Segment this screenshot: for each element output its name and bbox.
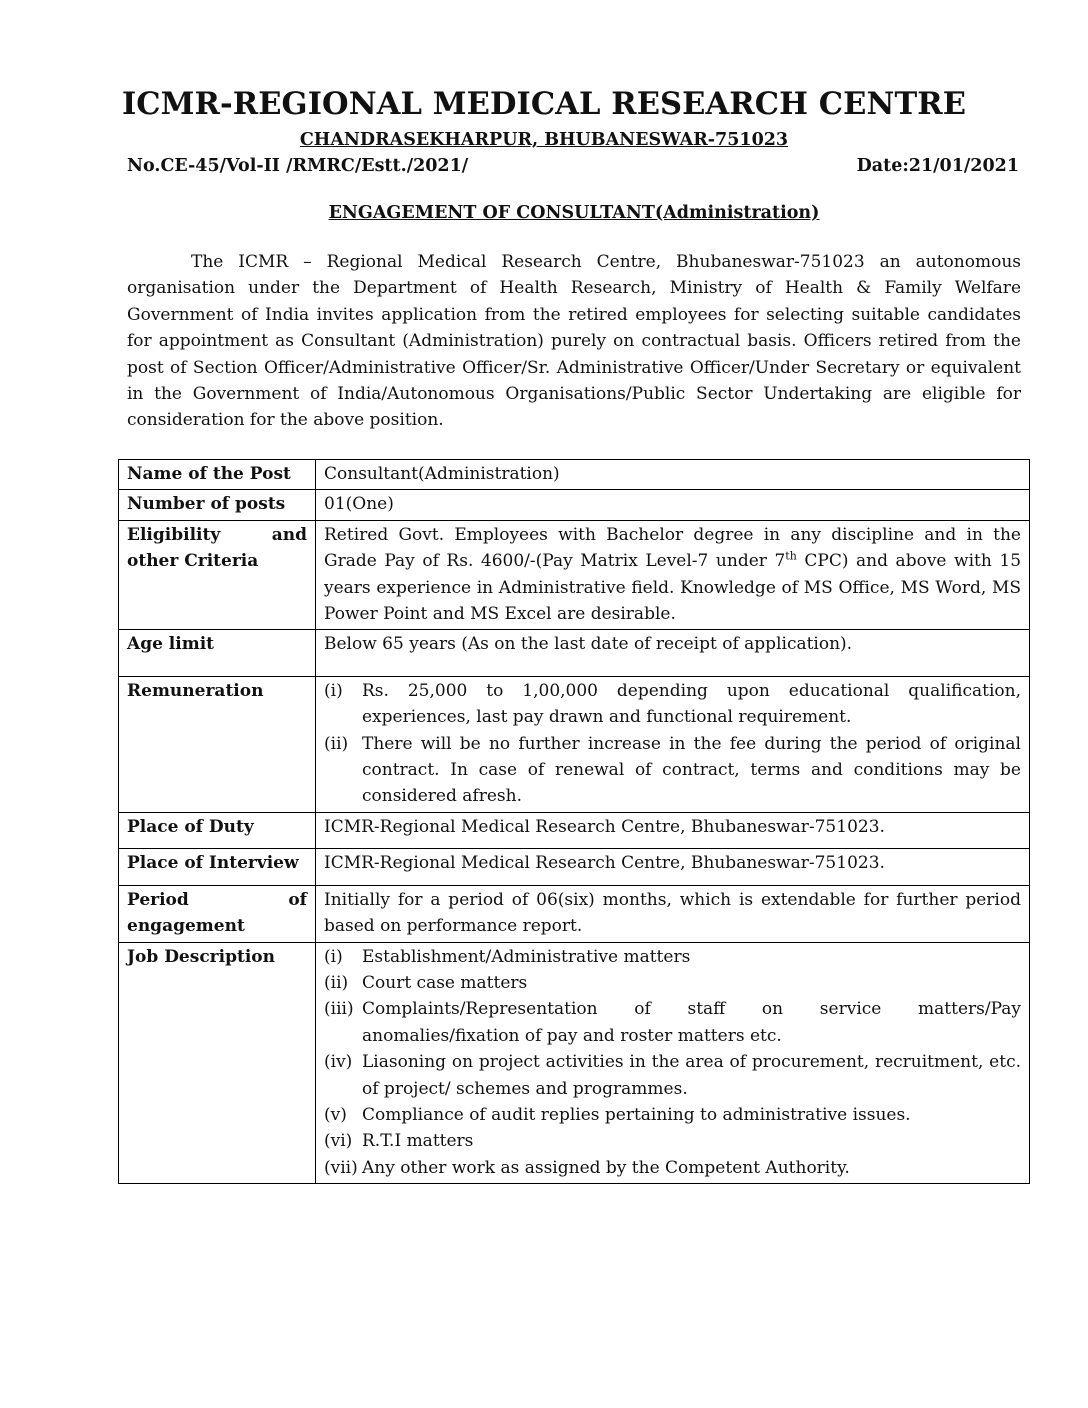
list-item	[324, 731, 1021, 810]
row-label: Job Description	[119, 942, 316, 1184]
row-value: Consultant(Administration)	[316, 460, 1030, 490]
address-line: CHANDRASEKHARPUR, BHUBANESWAR-751023	[299, 130, 789, 150]
list-marker: (ii)	[324, 733, 349, 754]
list-marker: (iv)	[324, 1052, 353, 1073]
list-text: Rs. 25,000 to 1,00,000 depending upon educational qualification, experiences, last pay drawn and functional requirement.	[362, 680, 1021, 728]
row-value	[316, 942, 1030, 1184]
list-marker: (vii)	[324, 1157, 358, 1178]
list-text: Liasoning on project activities in the area of procurement, recruitment, etc. of project/ schemes and programmes.	[362, 1052, 1021, 1099]
row-label: Place of Duty	[119, 812, 316, 848]
row-label: Remuneration	[119, 676, 316, 812]
eligibility-text-b: CPC) and above with 15 years experience in Administrative field. Knowledge of MS Office, MS Word, MS Power Point and MS Excel are desirable.	[324, 551, 1022, 625]
eligibility-superscript: th	[785, 549, 797, 563]
table-row	[119, 460, 1030, 490]
list-item	[324, 944, 1021, 970]
table-row	[119, 942, 1030, 1184]
table-row	[119, 630, 1030, 676]
details-table	[118, 459, 1030, 1184]
table-row	[119, 676, 1030, 812]
list-text: Compliance of audit replies pertaining to administrative issues.	[362, 1104, 911, 1125]
list-marker: (v)	[324, 1104, 347, 1125]
row-label: Place of Interview	[119, 849, 316, 885]
intro-paragraph: The ICMR – Regional Medical Research Centre, Bhubaneswar-751023 an autonomous organisation under the Department of Health Research, Ministry of Health & Family Welfare Government of India invites application from the retired employees for selecting suitable candidates for appointment as Consultant (Administration) purely on contractual basis. Officers retired from the post of Section Officer/Administrative Officer/Sr. Administrative Officer/Under Secretary or equivalent in the Government of India/Autonomous Organisations/Public Sector Undertaking are eligible for consideration for the above position.	[127, 252, 1021, 431]
row-value: Initially for a period of 06(six) months, which is extendable for further period based on performance report.	[316, 885, 1030, 942]
eligibility-text-a: Retired Govt. Employees with Bachelor degree in any discipline and in the Grade Pay of Rs. 4600/-(Pay Matrix Level-7 under 7	[324, 524, 1021, 572]
table-row	[119, 849, 1030, 885]
list-text: Complaints/Representation of staff on service matters/Pay anomalies/fixation of pay and roster matters etc.	[362, 999, 1021, 1046]
row-value: Below 65 years (As on the last date of receipt of application).	[316, 630, 1030, 676]
list-text: Establishment/Administrative matters	[362, 946, 691, 967]
list-item	[324, 1155, 1021, 1181]
list-marker: (ii)	[324, 972, 349, 993]
table-row	[119, 490, 1030, 520]
list-item	[324, 1102, 1021, 1128]
list-item	[324, 996, 1021, 1049]
remuneration-list	[324, 678, 1021, 810]
list-text: R.T.I matters	[362, 1131, 474, 1152]
row-value: ICMR-Regional Medical Research Centre, Bhubaneswar-751023.	[316, 812, 1030, 848]
job-description-list	[324, 944, 1021, 1182]
list-text: There will be no further increase in the fee during the period of original contract. In case of renewal of contract, terms and conditions may be considered afresh.	[362, 733, 1021, 807]
list-marker: (iii)	[324, 999, 354, 1020]
row-value: 01(One)	[316, 490, 1030, 520]
list-item	[324, 1128, 1021, 1154]
row-label: Number of posts	[119, 490, 316, 520]
list-text: Court case matters	[362, 972, 528, 993]
row-label: Age limit	[119, 630, 316, 676]
list-marker: (i)	[324, 680, 343, 701]
row-value: ICMR-Regional Medical Research Centre, Bhubaneswar-751023.	[316, 849, 1030, 885]
document-date: Date:21/01/2021	[856, 156, 1019, 176]
list-item	[324, 1049, 1021, 1102]
table-row	[119, 885, 1030, 942]
list-text: Any other work as assigned by the Competent Authority.	[362, 1157, 850, 1178]
table-row	[119, 520, 1030, 630]
list-item	[324, 970, 1021, 996]
list-item	[324, 678, 1021, 731]
reference-number: No.CE-45/Vol-II /RMRC/Estt./2021/	[127, 156, 469, 176]
row-label: Period of engagement	[119, 885, 316, 942]
page-title: ICMR-REGIONAL MEDICAL RESEARCH CENTRE	[121, 86, 967, 122]
list-marker: (i)	[324, 946, 343, 967]
row-value	[316, 676, 1030, 812]
list-marker: (vi)	[324, 1131, 353, 1152]
subject-heading: ENGAGEMENT OF CONSULTANT(Administration)	[328, 203, 820, 223]
row-label: Name of the Post	[119, 460, 316, 490]
table-row	[119, 812, 1030, 848]
row-value	[316, 520, 1030, 630]
row-label: Eligibility and other Criteria	[119, 520, 316, 630]
